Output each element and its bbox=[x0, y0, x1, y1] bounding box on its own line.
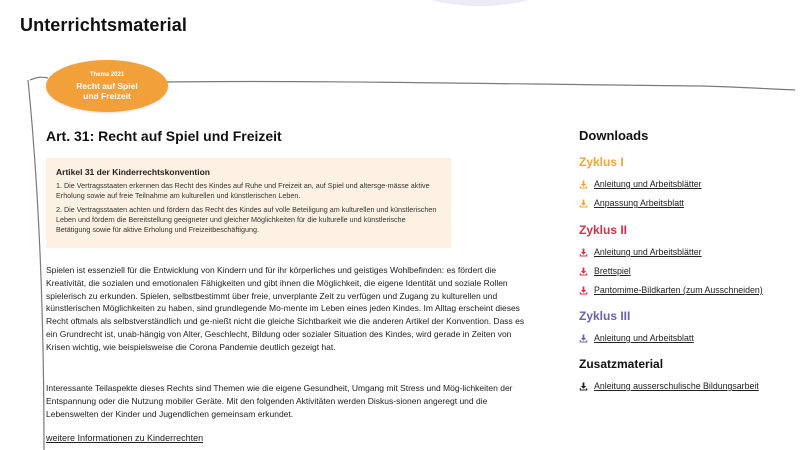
more-info-link[interactable]: weitere Informationen zu Kinderrechten bbox=[46, 433, 204, 443]
downloads-title: Downloads bbox=[579, 128, 649, 143]
download-icon bbox=[579, 382, 588, 391]
download-link-label: Anleitung und Arbeitsblatt bbox=[594, 333, 694, 343]
download-group-title: Zyklus III bbox=[579, 309, 631, 323]
download-icon bbox=[579, 180, 588, 189]
download-groups bbox=[579, 155, 799, 391]
theme-badge[interactable] bbox=[46, 60, 168, 112]
download-link[interactable] bbox=[579, 198, 799, 208]
download-icon bbox=[579, 334, 588, 343]
downloads-panel bbox=[579, 128, 799, 405]
download-link-label: Anleitung ausserschulische Bildungsarbeit bbox=[594, 381, 759, 391]
download-link-label: Anpassung Arbeitsblatt bbox=[594, 198, 684, 208]
download-group-title: Zyklus II bbox=[579, 223, 628, 237]
download-link[interactable] bbox=[579, 333, 799, 343]
intro-paragraph: Spielen ist essenziell für die Entwicklung von Kindern und für ihr körperliches und geistiges Wohlbefinden: es fördert die Kreativität, die sozialen und emotionalen Fähigkeiten und gibt ihnen die Möglichkeit, die eigene Identität und soziale Rollen spielerisch zu erkunden. Spielen, selbstbestimmt über freie, unverplante Zeit zu verfügen und Zugang zu kulturellen und künstlerischen Möglichkeiten zu haben, sind grundlegende Mo-mente im Leben eines jeden Kindes. Im Alltag erscheint dieses Recht oftmals als selbstverständlich und ge-nießt nicht die gleiche Sichtbarkeit wie die anderen Artikel der Konvention. Dass es ein Grundrecht ist, unab-hängig von Alter, Geschlecht, Bildung oder sozialer Situation des Kindes, wird gerade in Zeiten von Krisen wichtig, wie beispielsweise die Corona Pandemie deutlich gezeigt hat. bbox=[46, 265, 525, 352]
download-link[interactable] bbox=[579, 381, 799, 391]
page-title: Unterrichtsmaterial bbox=[20, 15, 187, 35]
download-link[interactable] bbox=[579, 266, 799, 276]
download-group-title: Zusatzmaterial bbox=[579, 357, 664, 371]
download-link-label: Anleitung und Arbeitsblätter bbox=[594, 247, 702, 257]
download-icon bbox=[579, 267, 588, 276]
download-link-label: Brettspiel bbox=[594, 266, 631, 276]
quote-item: 1. Die Vertragsstaaten erkennen das Recht des Kindes auf Ruhe und Freizeit an, auf Spiel und altersge-mässe aktive Erholung sowie auf freie Teilnahme am kulturellen und künstlerischen Leben. bbox=[56, 181, 430, 200]
download-link[interactable] bbox=[579, 285, 799, 295]
download-group-title: Zyklus I bbox=[579, 155, 624, 169]
download-icon bbox=[579, 286, 588, 295]
quote-item: 2. Die Vertragsstaaten achten und fördern das Recht des Kindes auf volle Beteiligung am kulturellen und künstlerischen Leben und fördern die Bereitstellung geeigneter und gleicher Möglichkeiten für die kulturelle und künstlerische Betätigung sowie für aktive Erholung und Freizeitbeschäftigung. bbox=[56, 205, 437, 234]
download-link-label: Pantomime-Bildkarten (zum Ausschneiden) bbox=[594, 285, 763, 295]
download-link-label: Anleitung und Arbeitsblätter bbox=[594, 179, 702, 189]
download-icon bbox=[579, 199, 588, 208]
theme-kicker: Thema 2021 bbox=[89, 71, 125, 78]
convention-quote bbox=[46, 158, 451, 248]
download-link[interactable] bbox=[579, 179, 799, 189]
theme-label: Recht auf Spiel und Freizeit bbox=[76, 80, 138, 101]
aspects-paragraph: Interessante Teilaspekte dieses Rechts sind Themen wie die eigene Gesundheit, Umgang mit Stress und Mög-lichkeiten der Entspannung oder die Nutzung mobiler Geräte. Mit den folgenden Aktivitäten werden Diskus-sionen angeregt und die Lebenswelten der Kinder und Jugendlichen gemeinsam erkundet. bbox=[46, 383, 513, 419]
download-link[interactable] bbox=[579, 247, 799, 257]
download-icon bbox=[579, 248, 588, 257]
article-title: Art. 31: Recht auf Spiel und Freizeit bbox=[46, 128, 282, 144]
background-shape bbox=[395, 0, 565, 6]
quote-title: Artikel 31 der Kinderrechtskonvention bbox=[56, 167, 210, 177]
